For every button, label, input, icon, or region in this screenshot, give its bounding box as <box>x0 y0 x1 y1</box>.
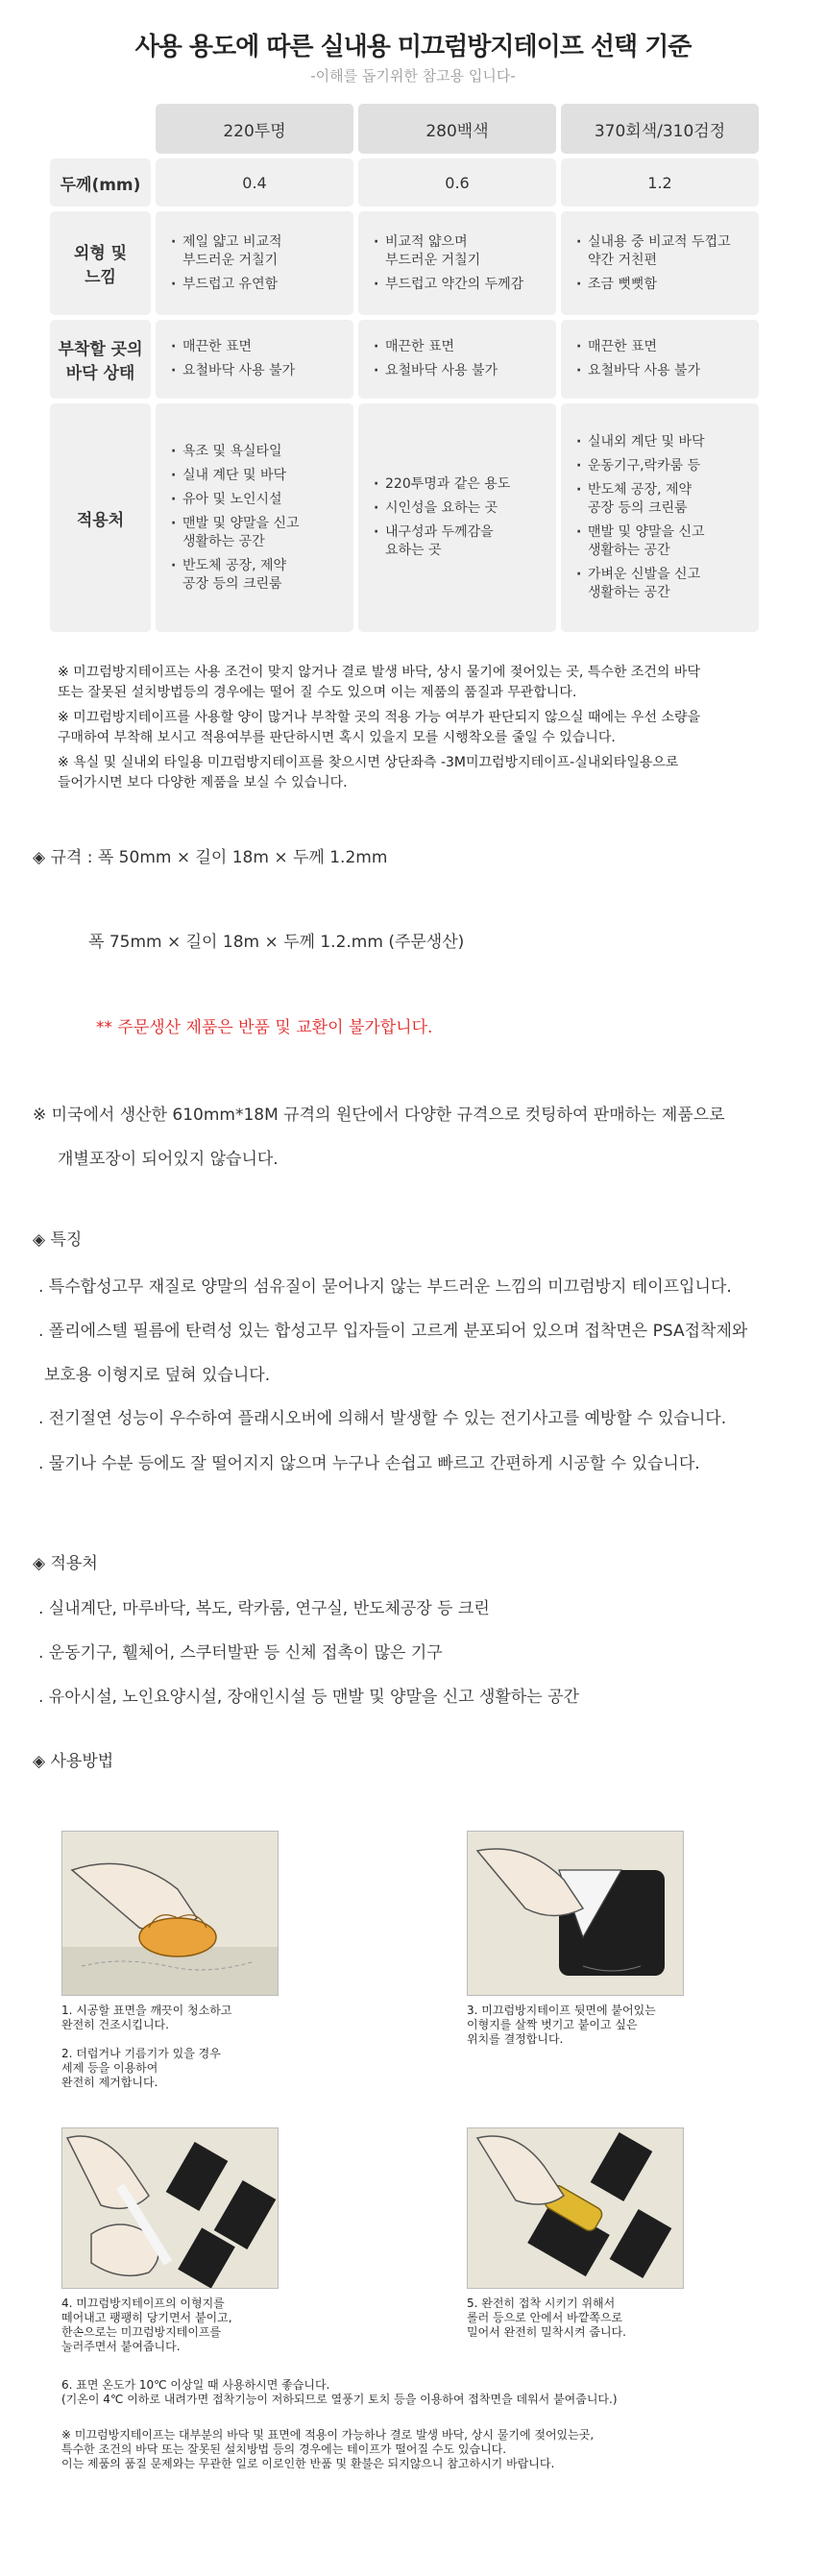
bullet-item: · 부드럽고 약간의 두께감 <box>372 276 547 294</box>
peel-illustration <box>467 1831 684 1996</box>
table-cell: 0.4 <box>156 158 353 207</box>
bullet-item: · 요철바닥 사용 불가 <box>372 362 547 380</box>
comparison-table <box>50 104 768 637</box>
table-header-row <box>50 104 768 154</box>
column-header: 280백색 <box>358 104 556 154</box>
bullet-item: · 요철바닥 사용 불가 <box>574 362 749 380</box>
cleaning-illustration <box>61 1831 279 1996</box>
row-label: 두께(mm) <box>50 158 151 207</box>
bullet-item: · 조금 뻣뻣함 <box>574 276 749 294</box>
bullet-item: · 220투명과 같은 용도 <box>372 475 547 494</box>
bullet-item: · 요철바닥 사용 불가 <box>169 362 344 380</box>
step-caption: 3. 미끄럼방지테이프 뒷면에 붙어있는 이형지를 살짝 벗기고 붙이고 싶은 위치를 결정합니다. <box>467 2004 656 2046</box>
table-row-floor <box>50 320 768 399</box>
note-text: ※ 욕실 및 실내외 타일용 미끄럼방지테이프를 찾으시면 상단좌측 -3M미끄럼방지테이프-실내외타일용으로 들어가시면 보다 다양한 제품을 보실 수 있습니다. <box>58 755 679 790</box>
final-note: ※ 미끄럼방지테이프는 대부분의 바닥 및 표면에 적용이 가능하나 결로 발생 바닥, 상시 물기에 젖어있는곳, 특수한 조건의 바닥 또는 잘못된 설치방법 등의 경우에는 테이프가 떨어질 수도 있습니다. 이는 제품의 품질 문제와는 무관한 일로 이로인한 반품 및 환불은 되지않으니 참고하시기 바랍니다. <box>61 2428 595 2470</box>
bullet-item: · 실내용 중 비교적 두껍고 약간 거친편 <box>574 233 749 270</box>
table-cell <box>561 211 759 315</box>
table-corner <box>50 104 151 154</box>
spec-heading: ◈ 규격 : 폭 50mm × 길이 18m × 두께 1.2mm <box>33 848 388 867</box>
row-label: 부착할 곳의 바닥 상태 <box>50 320 151 399</box>
origin-text: ※ 미국에서 생산한 610mm*18M 규격의 원단에서 다양한 규격으로 컷팅하여 판매하는 제품으로 <box>33 1106 725 1125</box>
bullet-item: · 욕조 및 욕실타일 <box>169 443 344 461</box>
row-label: 적용처 <box>50 403 151 632</box>
bullet-item: · 실내 계단 및 바닥 <box>169 467 344 485</box>
bullet-item: · 유아 및 노인시설 <box>169 491 344 509</box>
bullet-item: · 반도체 공장, 제약 공장 등의 크린룸 <box>574 481 749 518</box>
column-header: 220투명 <box>156 104 353 154</box>
page-title: 사용 용도에 따른 실내용 미끄럼방지테이프 선택 기준 <box>134 33 692 61</box>
feature-item: . 폴리에스텔 필름에 탄력성 있는 합성고무 입자들이 고르게 분포되어 있으며 접착면은 PSA접착제와 <box>38 1322 748 1341</box>
table-row-appearance <box>50 211 768 315</box>
application-item: . 유아시설, 노인요양시설, 장애인시설 등 맨발 및 양말을 신고 생활하는 공간 <box>38 1688 579 1707</box>
bullet-item: · 내구성과 두께감을 요하는 곳 <box>372 523 547 560</box>
spec-line: 폭 75mm × 길이 18m × 두께 1.2.mm (주문생산) <box>88 933 465 952</box>
row-label: 외형 및 느낌 <box>50 211 151 315</box>
feature-item: . 특수합성고무 재질로 양말의 섬유질이 묻어나지 않는 부드러운 느낌의 미끄럼방지 테이프입니다. <box>38 1277 732 1297</box>
step-caption: 4. 미끄럼방지테이프의 이형지를 떼어내고 팽팽히 당기면서 붙이고, 한손으로는 미끄럼방지테이프를 눌러주면서 붙여줍니다. <box>61 2297 232 2353</box>
feature-item: . 물기나 수분 등에도 잘 떨어지지 않으며 누구나 손쉽고 빠르고 간편하게 시공할 수 있습니다. <box>38 1454 700 1473</box>
applications-heading: ◈ 적용처 <box>33 1554 98 1573</box>
bullet-item: · 실내외 계단 및 바닥 <box>574 433 749 451</box>
table-cell <box>156 403 353 632</box>
bullet-item: · 운동기구,락카룸 등 <box>574 457 749 475</box>
table-cell <box>561 403 759 632</box>
temperature-note: 6. 표면 온도가 10℃ 이상일 때 사용하시면 좋습니다. (기온이 4℃ 이하로 내려가면 접착기능이 저하되므로 열풍기 토치 등을 이용하여 접착면을 데워서 붙여줍니다.) <box>61 2378 618 2406</box>
application-item: . 실내계단, 마루바닥, 복도, 락카룸, 연구실, 반도체공장 등 크린 <box>38 1599 490 1618</box>
feature-item: 보호용 이형지로 덮혀 있습니다. <box>44 1366 271 1385</box>
table-cell <box>358 211 556 315</box>
origin-text: 개별포장이 되어있지 않습니다. <box>58 1150 279 1169</box>
bullet-item: · 매끈한 표면 <box>169 338 344 356</box>
bullet-item: · 부드럽고 유연함 <box>169 276 344 294</box>
table-cell <box>358 403 556 632</box>
step-caption: 5. 완전히 접착 시키기 위해서 롤러 등으로 안에서 바깥쪽으로 밀어서 완전히 밀착시켜 줍니다. <box>467 2297 626 2339</box>
bullet-item: · 매끈한 표면 <box>372 338 547 356</box>
notes-block <box>58 663 778 798</box>
table-row-thickness <box>50 158 768 207</box>
table-cell: 0.6 <box>358 158 556 207</box>
bullet-item: · 시인성을 요하는 곳 <box>372 499 547 518</box>
bullet-item: · 비교적 얇으며 부드러운 거칠기 <box>372 233 547 270</box>
table-cell <box>561 320 759 399</box>
bullet-item: · 가벼운 신발을 신고 생활하는 공간 <box>574 566 749 602</box>
table-cell: 1.2 <box>561 158 759 207</box>
column-header: 370회색/310검정 <box>561 104 759 154</box>
note-text: ※ 미끄럼방지테이프를 사용할 양이 많거나 부착할 곳의 적용 가능 여부가 판단되지 않으실 때에는 우선 소량을 구매하여 부착해 보시고 적용여부를 판단하시면 혹시 있을지 모를 시행착오를 줄일 수 있습니다. <box>58 710 701 745</box>
bullet-item: · 반도체 공장, 제약 공장 등의 크린룸 <box>169 557 344 594</box>
spec-warning: ** 주문생산 제품은 반품 및 교환이 불가합니다. <box>96 1018 433 1037</box>
table-cell <box>156 211 353 315</box>
bullet-item: · 맨발 및 양말을 신고 생활하는 공간 <box>169 515 344 551</box>
table-row-applications <box>50 403 768 632</box>
usage-heading: ◈ 사용방법 <box>33 1752 114 1771</box>
bullet-item: · 제일 얇고 비교적 부드러운 거칠기 <box>169 233 344 270</box>
table-cell <box>358 320 556 399</box>
application-item: . 운동기구, 휄체어, 스쿠터발판 등 신체 접촉이 많은 기구 <box>38 1643 443 1663</box>
note-text: ※ 미끄럼방지테이프는 사용 조건이 맞지 않거나 결로 발생 바닥, 상시 물기에 젖어있는 곳, 특수한 조건의 바닥 또는 잘못된 설치방법등의 경우에는 떨어 질 수도 있으며 이는 제품의 품질과 무관합니다. <box>58 665 700 700</box>
feature-item: . 전기절연 성능이 우수하여 플래시오버에 의해서 발생할 수 있는 전기사고를 예방할 수 있습니다. <box>38 1409 727 1428</box>
page-subtitle: -이해를 돕기위한 참고용 입니다- <box>310 67 516 85</box>
table-cell <box>156 320 353 399</box>
roller-illustration <box>467 2127 684 2289</box>
bullet-item: · 맨발 및 양말을 신고 생활하는 공간 <box>574 523 749 560</box>
bullet-item: · 매끈한 표면 <box>574 338 749 356</box>
features-heading: ◈ 특징 <box>33 1230 83 1250</box>
step-caption: 1. 시공할 표면을 깨끗이 청소하고 완전히 건조시킵니다. 2. 더럽거나 기름기가 있을 경우 세제 등을 이용하여 완전히 제거합니다. <box>61 2004 232 2089</box>
apply-illustration <box>61 2127 279 2289</box>
